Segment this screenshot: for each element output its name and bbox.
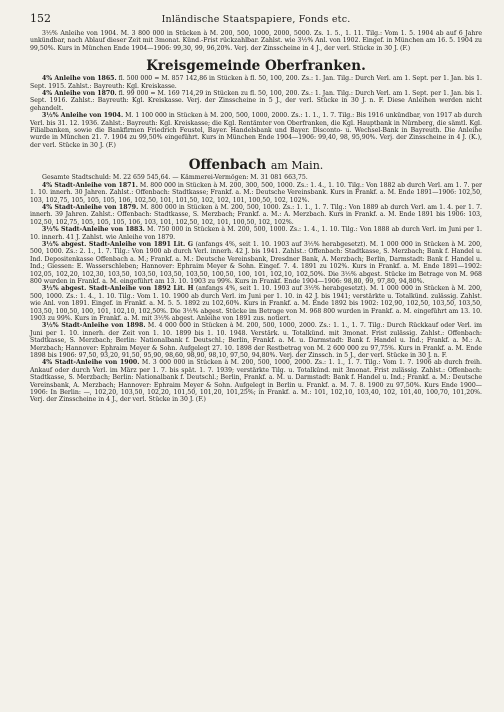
loan-entry: 4% Stadt-Anleihe von 1879. M. 800 000 in Stücken à M. 200, 500, 1000. Zs.: 1. 1., 1. 7. Tilg.: Von 1889 ab durch Verl. am 1. 4. per 1. 7. innerh. 39 Jahren. Zahlst.: Offenbach: Stadtkasse, S. Merzbach; Frankf. a. M.: A. Merzbach. Kurs in Frankf. a. M. Ende 1891 bis 1906: 103, 102,50, 102,75, 105, 105, 105, 106, 103, 101, 102,50, 102, 101, 100,50, 102, 102%. xyxy=(30,203,482,226)
section-oberfranken xyxy=(30,58,482,149)
loan-entry: 4% Anleihe von 1865. fl. 500 000 = M. 857 142,86 in Stücken à fl. 50, 100, 200. Zs.: 1. Jan. Tilg.: Durch Verl. am 1. Sept. per 1. Jan. bis 1. Sept. 1915. Zahlst.: Bayreuth: Kgl. Kreiskasse. xyxy=(30,75,482,90)
loan-entry: 3½% Anleihe von 1904. M. 1 100 000 in Stücken à M. 200, 500, 1000, 2000. Zs.: 1. 1., 1. 7. Tilg.: Bis 1916 unkündbar, von 1917 ab durch Verl. bis 31. 12. 1936. Zahlst.: Bayreuth: Kgl. Kreiskasse; die Kgl. Rentämter von Oberfranken, die Kgl. Hauptbank in Nürnberg, die sämtl. Kgl. Filialbanken, sowie die Bankfirmen Friedrich Feustel, Bayer. Handelsbank und Bayer. Disconto- u. Wechsel-Bank in Bayreuth. Die Anleihe wurde in München 21. 7. 1904 zu 99,50% eingeführt. Kurs in München Ende 1904—1906: 99,40, 98, 95,90%. Verj. der Zinsscheine in 4 J. (K.), der verl. Stücke in 30 J. (F.) xyxy=(30,112,482,149)
section-continuation xyxy=(30,30,482,52)
loan-entry: 3½% Stadt-Anleihe von 1883. M. 750 000 in Stücken à M. 200, 500, 1000. Zs.: 1. 4., 1. 10. Tilg.: Von 1888 ab durch Verl. im Juni per 1. 10. innerh. 41 J. Zahlst. wie Anleihe von 1879. xyxy=(30,226,482,241)
running-title: Inländische Staatspapiere, Fonds etc. xyxy=(161,14,351,25)
loan-entry: 3½% abgest. Stadt-Anleihe von 1891 Lit. G (anfangs 4%, seit 1. 10. 1903 auf 3½% herabgesetzt). M. 1 000 000 in Stücken à M. 200, 500, 1000. Zs.: 2. 1., 1. 7. Tilg.: Von 1900 ab durch Verl. innerh. 42 J. bis 1941. Zahlst.: Offenbach: Stadtkasse, S. Merzbach; Bank f. Handel u. Ind. Depositenkasse Offenbach a. M.; Frankf. a. M.: Deutsche Vereinsbank, Dresdner Bank, A. Merzbach; Berlin, Darmstadt: Bank f. Handel u. Ind.; Giessen: E. Wasserschleben; Hannover: Ephraim Meyer & Sohn. Eingef. 7. 4. 1891 zu 102%. Kurs in Frankf. a. M. Ende 1891—1902: 102,05, 102,20, 102,30, 103,50, 103,50, 103,50, 103,50, 100,50, 100, 101, 102,10, 102,50%. Die 3½% abgest. Stücke im Betrage von M. 968 800 wurden in Frankf. a. M. eingeführt am 13. 10. 1903 zu 99%. Kurs in Frankf. Ende 1904—1906: 98,80, 99, 97,80, 94,80%. xyxy=(30,240,482,285)
loan-entry: 3½% Anleihe von 1904. M. 3 800 000 in Stücken à M. 200, 500, 1000, 2000, 5000. Zs. 1. 5., 1. 11. Tilg.: Vom 1. 5. 1904 ab auf 6 Jahre unkündbar, nach Ablauf dieser Zeit mit 3monat. Künd.-Frist rückzahlbar. Zahlst. wie 3½% Anl. von 1902. Eingef. in München am 16. 5. 1904 zu 99,50%. Kurs in München Ende 1904—1906: 99,30, 99, 96,20%. Verj. der Zinsscheine in 4 J., der verl. Stücke in 30 J. (F.) xyxy=(30,30,482,52)
section-heading: Kreisgemeinde Oberfranken. xyxy=(146,58,366,75)
section-offenbach xyxy=(30,157,482,404)
loan-entry: 3½% abgest. Stadt-Anleihe von 1892 Lit. H (anfangs 4%, seit 1. 10. 1903 auf 3½% herabgesetzt). M. 1 000 000 in Stücken à M. 200, 500, 1000. Zs.: 1. 4., 1. 10. Tilg.: Vom 1. 10. 1900 ab durch Verl. im Juni per 1. 10. in 42 J. bis 1941; verstärkte u. Totalkünd. zulässig. Zahlst. wie Anl. von 1891. Eingef. in Frankf. a. M. 5. 5. 1892 zu 102,60%. Kurs in Frankf. a. M. Ende 1892 bis 1902: 102,90, 102,50, 103,50, 103,50, 103,50, 100,50, 100, 101, 102,10, 102,50%. Die 3½% abgest. Stücke im Betrage von M. 968 800 wurden in Frankf. a. M. eingeführt am 13. 10. 1903 zu 99%. Kurs in Frankf. a. M. mit 3½% abgest. Anleihe von 1891 zus. notiert. xyxy=(30,285,482,322)
page-number: 152 xyxy=(30,12,51,25)
debt-summary: Gesamte Stadtschuld: M. 22 659 545,64. — Kämmerei-Vermögen: M. 31 081 663,75. xyxy=(42,174,308,182)
loan-entry: 3½% Stadt-Anleihe von 1898. M. 4 000 000 in Stücken à M. 200, 500, 1000, 2000. Zs.: 1. 1., 1. 7. Tilg.: Durch Rückkauf oder Verl. im Juni per 1. 10. innerh. der Zeit von 1. 10. 1899 bis 1. 10. 1948. Verstärk. u. Totalkünd. mit 3monat. Frist zulässig. Zahlst.: Offenbach: Stadtkasse, S. Merzbach; Berlin: Nationalbank f. Deutschl.; Berlin, Frankf. a. M. u. Darmstadt: Bank f. Handel u. Ind.; Frankf. a. M.: A. Merzbach; Hannover: Ephraim Meyer & Sohn. Aufgelegt 27. 10. 1898 der Restbetrag von M. 2 600 000 zu 97,75%. Kurs in Frankf. a. M. Ende 1898 bis 1906: 97,50, 93,20, 91,50, 95,90, 98,60, 98,90, 98,10, 97,50, 94,80%. Verj. der Zinssch. in 5 J., der verl. Stücke in 30 J. n. F. xyxy=(30,322,482,360)
running-head xyxy=(30,12,482,26)
loan-entry: 4% Stadt-Anleihe von 1871. M. 800 000 in Stücken à M. 200, 300, 500, 1000. Zs.: 1. 4., 1. 10. Tilg.: Von 1882 ab durch Verl. am 1. 7. per 1. 10. innerh. 30 Jahren. Zahlst.: Offenbach: Stadtkasse; Frankf. a. M.: Deutsche Vereinsbank. Kurs in Frankf. a. M. Ende 1891—1906: 102,50, 103, 102,75, 105, 105, 105, 106, 102,50, 101, 101,50, 102, 102, 101, 100,50, 102, 102%. xyxy=(30,181,482,204)
loan-entry: 4% Anleihe von 1870. fl. 99 000 = M. 169 714,29 in Stücken zu fl. 50, 100, 200. Zs.: 1. Jan. Tilg.: Durch Verl. am 1. Sept. per 1. Jan. bis 1. Sept. 1916. Zahlst.: Bayreuth: Kgl. Kreiskasse. Verj. der Zinsscheine in 5 J., der verl. Stücke in 30 J. n. F. Diese Anleihen werden nicht gehandelt. xyxy=(30,90,482,112)
section-heading: Offenbach am Main. xyxy=(188,157,324,174)
loan-entry: 4% Stadt-Anleihe von 1900. M. 3 000 000 in Stücken à M. 200, 500, 1000, 2000. Zs.: 1. 1., 1. 7. Tilg.: Vom 1. 7. 1906 ab durch freih. Ankauf oder durch Verl. im März per 1. 7. bis spät. 1. 7. 1939; verstärkte Tilg. u. Totalkünd. mit 3monat. Frist zulässig. Zahlst.: Offenbach: Stadtkasse, S. Merzbach; Berlin: Nationalbank f. Deutschl.; Berlin, Frankf. a. M. u. Darmstadt: Bank f. Handel u. Ind.; Frankf. a. M.: Deutsche Vereinsbank, A. Merzbach; Hannover: Ephraim Meyer & Sohn. Aufgelegt in Berlin u. Frankf. a. M. 7. 8. 1900 zu 97,50%. Kurs Ende 1900—1906: In Berlin: —, 102,20, 103,50, 102,20, 101,50, 101,20, 101,25%; in Frankf. a. M.: 101, 102,10, 103,40, 102, 101,40, 100,70, 101,20%. Verj. der Zinsscheine in 4 J., der verl. Stücke in 30 J. (F.) xyxy=(30,359,482,404)
